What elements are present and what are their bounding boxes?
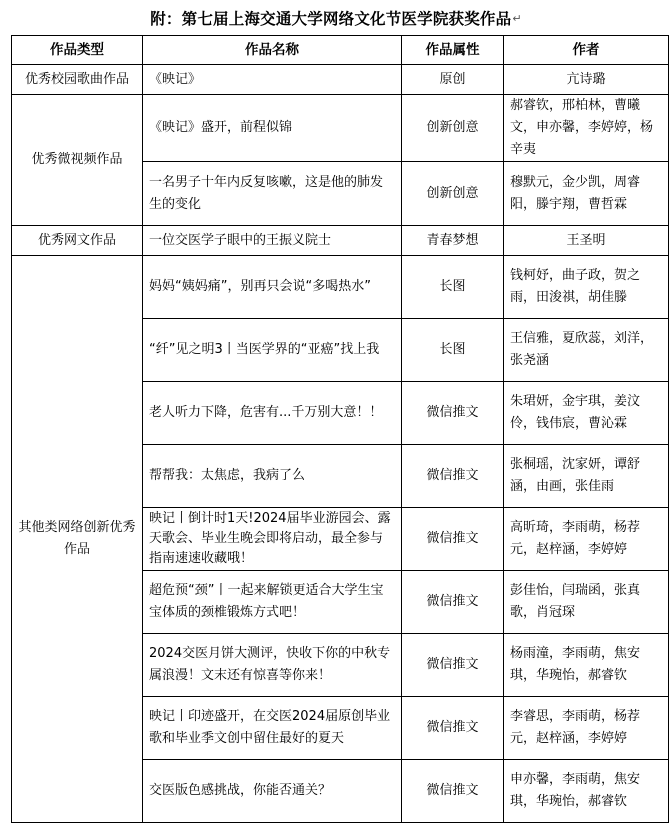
type-cell: 优秀微视频作品 bbox=[12, 95, 143, 226]
name-cell: 《映记》盛开，前程似锦 bbox=[143, 95, 402, 162]
authors-cell: 彭佳怡，闫瑞函，张真歌，肖冠琛 bbox=[504, 571, 669, 634]
attr-cell: 微信推文 bbox=[402, 571, 504, 634]
attr-cell: 微信推文 bbox=[402, 445, 504, 508]
authors-cell: 穆默元，金少凯，周睿阳，滕宇翔，曹哲霖 bbox=[504, 162, 669, 226]
authors-cell: 张桐瑶，沈家妍，谭舒涵，由画，张佳雨 bbox=[504, 445, 669, 508]
attr-cell: 微信推文 bbox=[402, 508, 504, 571]
name-cell: 一名男子十年内反复咳嗽，这是他的肺发生的变化 bbox=[143, 162, 402, 226]
attr-cell: 微信推文 bbox=[402, 760, 504, 823]
name-cell: 《映记》 bbox=[143, 65, 402, 95]
name-cell: 超危预“颈”丨一起来解锁更适合大学生宝宝体质的颈椎锻炼方式吧！ bbox=[143, 571, 402, 634]
table-row bbox=[12, 65, 669, 95]
authors-cell: 朱珺妍，金宇琪，姜汶伶，钱伟宸，曹沁霖 bbox=[504, 382, 669, 445]
attr-cell: 原创 bbox=[402, 65, 504, 95]
name-cell: 一位交医学子眼中的王振义院士 bbox=[143, 226, 402, 256]
authors-cell: 李睿思，李雨萌，杨荐元，赵梓涵，李婷婷 bbox=[504, 697, 669, 760]
attr-cell: 微信推文 bbox=[402, 634, 504, 697]
attr-cell: 微信推文 bbox=[402, 697, 504, 760]
attr-cell: 微信推文 bbox=[402, 382, 504, 445]
authors-cell: 申亦馨，李雨萌，焦安琪，华琬怡，郝睿钦 bbox=[504, 760, 669, 823]
type-cell: 优秀网文作品 bbox=[12, 226, 143, 256]
attr-cell: 创新创意 bbox=[402, 162, 504, 226]
name-cell: 映记丨倒计时1天!2024届毕业游园会、露天歌会、毕业生晚会即将启动，最全参与指南速速收藏哦！ bbox=[143, 508, 402, 571]
table-row bbox=[12, 256, 669, 319]
table-row bbox=[12, 95, 669, 162]
name-cell: 交医版色感挑战，你能否通关？ bbox=[143, 760, 402, 823]
attr-cell: 青春梦想 bbox=[402, 226, 504, 256]
header-authors: 作者 bbox=[504, 36, 669, 65]
authors-cell: 高昕琦，李雨萌，杨荐元，赵梓涵，李婷婷 bbox=[504, 508, 669, 571]
header-attr: 作品属性 bbox=[402, 36, 504, 65]
attr-cell: 长图 bbox=[402, 319, 504, 382]
authors-cell: 郝睿钦，邢柏林，曹曦文，申亦馨，李婷婷，杨辛夷 bbox=[504, 95, 669, 162]
authors-cell: 杨雨潼，李雨萌，焦安琪，华琬怡，郝睿钦 bbox=[504, 634, 669, 697]
awards-table bbox=[11, 35, 669, 823]
type-cell: 其他类网络创新优秀作品 bbox=[12, 256, 143, 823]
document-title-text: 附：第七届上海交通大学网络文化节医学院获奖作品 bbox=[150, 10, 512, 28]
document-title bbox=[0, 0, 672, 36]
type-cell: 优秀校园歌曲作品 bbox=[12, 65, 143, 95]
attr-cell: 创新创意 bbox=[402, 95, 504, 162]
name-cell: 妈妈“姨妈痛”，别再只会说“多喝热水” bbox=[143, 256, 402, 319]
header-name: 作品名称 bbox=[143, 36, 402, 65]
table-row bbox=[12, 226, 669, 256]
authors-cell: 王信雅，夏欣蕊，刘洋，张尧涵 bbox=[504, 319, 669, 382]
name-cell: 2024交医月饼大测评，快收下你的中秋专属浪漫！文末还有惊喜等你来！ bbox=[143, 634, 402, 697]
authors-cell: 王圣明 bbox=[504, 226, 669, 256]
name-cell: 老人听力下降，危害有...千万别大意！！ bbox=[143, 382, 402, 445]
name-cell: 帮帮我：太焦虑，我病了么 bbox=[143, 445, 402, 508]
name-cell: 映记丨印迹盛开，在交医2024届原创毕业歌和毕业季文创中留住最好的夏天 bbox=[143, 697, 402, 760]
name-cell: “纤”见之明3丨当医学界的“亚癌”找上我 bbox=[143, 319, 402, 382]
paragraph-mark-icon: ↵ bbox=[512, 11, 522, 25]
table-header-row bbox=[12, 36, 669, 65]
authors-cell: 亢诗璐 bbox=[504, 65, 669, 95]
header-type: 作品类型 bbox=[12, 36, 143, 65]
authors-cell: 钱柯妤，曲子政，贺之雨，田浚祺，胡佳滕 bbox=[504, 256, 669, 319]
attr-cell: 长图 bbox=[402, 256, 504, 319]
